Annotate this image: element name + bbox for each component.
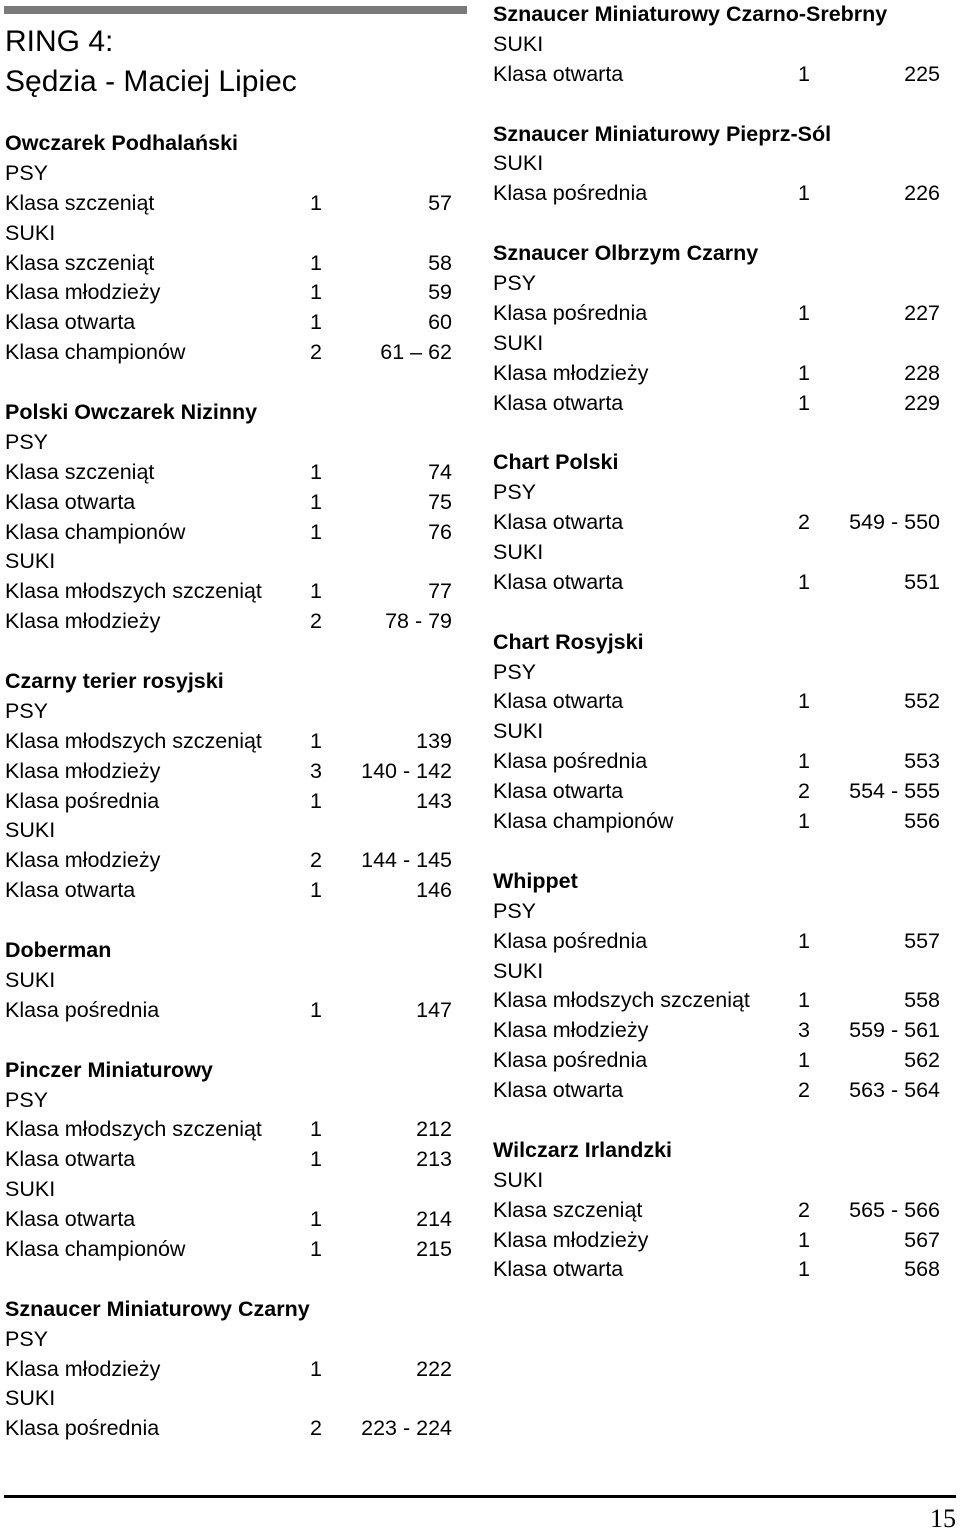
catalog-numbers: 213 xyxy=(416,1147,452,1172)
class-name: Klasa młodszych szczeniąt xyxy=(5,728,262,753)
sex-label: SUKI xyxy=(5,1177,56,1202)
breed-name: Chart Rosyjski xyxy=(493,629,644,654)
catalog-numbers: 147 xyxy=(416,997,452,1022)
class-row xyxy=(493,807,940,837)
breed-section xyxy=(493,1136,940,1285)
entry-count: 3 xyxy=(310,758,322,783)
class-name: Klasa pośrednia xyxy=(5,997,160,1022)
catalog-numbers: 549 - 550 xyxy=(849,510,940,535)
class-name: Klasa otwarta xyxy=(493,390,624,415)
class-row xyxy=(5,996,452,1026)
right-column xyxy=(493,0,940,1315)
sex-label: PSY xyxy=(5,1087,49,1112)
sex-label: PSY xyxy=(493,898,537,923)
breed-name: Doberman xyxy=(5,938,112,963)
breed-name: Sznaucer Miniaturowy Czarno-Srebrny xyxy=(493,2,888,26)
breed-name: Pinczer Miniaturowy xyxy=(5,1057,213,1082)
class-name: Klasa szczeniąt xyxy=(5,190,155,215)
catalog-numbers: 565 - 566 xyxy=(849,1197,940,1222)
entry-count: 1 xyxy=(798,749,810,774)
catalog-numbers: 568 xyxy=(904,1257,940,1282)
breed-section xyxy=(5,398,452,637)
entry-count: 1 xyxy=(310,250,322,275)
catalog-numbers: 74 xyxy=(428,459,452,484)
catalog-numbers: 556 xyxy=(904,809,940,834)
judge-label: Sędzia - Maciej Lipiec xyxy=(5,65,297,98)
left-column xyxy=(5,129,452,1474)
class-name: Klasa pośrednia xyxy=(493,300,648,325)
class-row xyxy=(493,747,940,777)
catalog-numbers: 562 xyxy=(904,1048,940,1073)
class-name: Klasa otwarta xyxy=(493,61,624,86)
catalog-numbers: 551 xyxy=(904,569,940,594)
sex-label: SUKI xyxy=(5,1386,56,1411)
class-name: Klasa młodzieży xyxy=(5,609,161,634)
catalog-numbers: 567 xyxy=(904,1227,940,1252)
catalog-numbers: 146 xyxy=(416,878,452,903)
entry-count: 1 xyxy=(310,997,322,1022)
class-name: Klasa młodzieży xyxy=(5,1356,161,1381)
ring-label: RING 4: xyxy=(5,25,114,58)
breed-name: Owczarek Podhalański xyxy=(5,131,239,155)
breed-name: Sznaucer Miniaturowy Czarny xyxy=(5,1296,310,1321)
class-row xyxy=(493,1016,940,1046)
entry-count: 1 xyxy=(310,728,322,753)
breed-section xyxy=(493,120,940,210)
sex-label: PSY xyxy=(493,271,537,296)
breed-name: Sznaucer Miniaturowy Pieprz-Sól xyxy=(493,121,832,146)
catalog-numbers: 78 - 79 xyxy=(385,609,452,634)
entry-count: 1 xyxy=(310,1147,322,1172)
class-row xyxy=(5,488,452,518)
class-name: Klasa otwarta xyxy=(493,569,624,594)
class-name: Klasa szczeniąt xyxy=(5,250,155,275)
class-row xyxy=(5,1235,452,1265)
class-row xyxy=(493,508,940,538)
entry-count: 1 xyxy=(798,61,810,86)
entry-count: 1 xyxy=(310,579,322,604)
entry-count: 1 xyxy=(310,878,322,903)
class-name: Klasa otwarta xyxy=(493,689,624,714)
sex-label: SUKI xyxy=(5,220,56,245)
class-name: Klasa otwarta xyxy=(493,510,624,535)
class-row xyxy=(5,1115,452,1145)
catalog-numbers: 226 xyxy=(904,181,940,206)
entry-count: 1 xyxy=(310,190,322,215)
entry-count: 1 xyxy=(798,1227,810,1252)
class-row xyxy=(5,1145,452,1175)
entry-count: 3 xyxy=(798,1018,810,1043)
catalog-numbers: 143 xyxy=(416,788,452,813)
entry-count: 2 xyxy=(310,1416,322,1441)
class-row xyxy=(5,308,452,338)
class-row xyxy=(493,299,940,329)
entry-count: 1 xyxy=(310,519,322,544)
class-row xyxy=(5,458,452,488)
sex-label: SUKI xyxy=(5,549,56,574)
catalog-numbers: 57 xyxy=(428,190,452,215)
class-name: Klasa otwarta xyxy=(5,489,136,514)
entry-count: 1 xyxy=(798,1048,810,1073)
class-row xyxy=(5,518,452,548)
breed-section xyxy=(5,667,452,906)
class-row xyxy=(493,986,940,1016)
class-name: Klasa otwarta xyxy=(5,310,136,335)
entry-count: 1 xyxy=(798,300,810,325)
catalog-numbers: 553 xyxy=(904,749,940,774)
class-row xyxy=(5,727,452,757)
catalog-numbers: 559 - 561 xyxy=(849,1018,940,1043)
class-name: Klasa championów xyxy=(5,340,186,365)
catalog-numbers: 77 xyxy=(428,579,452,604)
breed-name: Wilczarz Irlandzki xyxy=(493,1137,673,1162)
entry-count: 2 xyxy=(798,779,810,804)
catalog-numbers: 225 xyxy=(904,61,940,86)
class-row xyxy=(493,359,940,389)
class-row xyxy=(493,1046,940,1076)
class-row xyxy=(5,1414,452,1444)
sex-label: SUKI xyxy=(493,151,544,176)
sex-label: SUKI xyxy=(493,330,544,355)
class-name: Klasa młodszych szczeniąt xyxy=(5,579,262,604)
class-name: Klasa otwarta xyxy=(5,1147,136,1172)
catalog-numbers: 558 xyxy=(904,988,940,1013)
sex-label: SUKI xyxy=(493,540,544,565)
sex-label: SUKI xyxy=(493,31,544,56)
catalog-numbers: 59 xyxy=(428,280,452,305)
catalog-numbers: 227 xyxy=(904,300,940,325)
entry-count: 1 xyxy=(310,1356,322,1381)
entry-count: 1 xyxy=(798,569,810,594)
class-name: Klasa pośrednia xyxy=(493,1048,648,1073)
sex-label: SUKI xyxy=(493,1167,544,1192)
entry-count: 2 xyxy=(798,510,810,535)
entry-count: 1 xyxy=(310,1236,322,1261)
sex-label: PSY xyxy=(5,698,49,723)
class-row xyxy=(5,876,452,906)
entry-count: 1 xyxy=(798,988,810,1013)
catalog-numbers: 60 xyxy=(428,310,452,335)
class-name: Klasa pośrednia xyxy=(493,181,648,206)
breed-section xyxy=(493,628,940,837)
sex-label: PSY xyxy=(5,160,49,185)
breed-section xyxy=(493,0,940,90)
catalog-numbers: 222 xyxy=(416,1356,452,1381)
class-name: Klasa młodzieży xyxy=(493,1018,649,1043)
class-name: Klasa pośrednia xyxy=(5,788,160,813)
class-name: Klasa młodzieży xyxy=(5,758,161,783)
class-row xyxy=(5,338,452,368)
entry-count: 2 xyxy=(310,609,322,634)
class-name: Klasa pośrednia xyxy=(493,928,648,953)
catalog-numbers: 139 xyxy=(416,728,452,753)
class-name: Klasa młodzieży xyxy=(493,360,649,385)
entry-count: 1 xyxy=(798,809,810,834)
class-row xyxy=(493,1196,940,1226)
class-row xyxy=(5,1205,452,1235)
class-row xyxy=(5,757,452,787)
catalog-numbers: 557 xyxy=(904,928,940,953)
breed-section xyxy=(5,936,452,1026)
breed-name: Whippet xyxy=(493,868,578,893)
entry-count: 1 xyxy=(310,1117,322,1142)
footer-rule xyxy=(4,1495,956,1498)
sex-label: PSY xyxy=(493,659,537,684)
class-row xyxy=(5,278,452,308)
entry-count: 1 xyxy=(310,788,322,813)
class-row xyxy=(493,389,940,419)
class-row xyxy=(493,777,940,807)
breed-section xyxy=(5,1295,452,1444)
class-row xyxy=(5,249,452,279)
entry-count: 2 xyxy=(310,848,322,873)
catalog-numbers: 552 xyxy=(904,689,940,714)
breed-section xyxy=(5,1056,452,1265)
class-row xyxy=(5,189,452,219)
breed-section xyxy=(493,867,940,1106)
catalog-numbers: 140 - 142 xyxy=(361,758,452,783)
class-row xyxy=(5,1355,452,1385)
breed-name: Czarny terier rosyjski xyxy=(5,669,224,694)
class-row xyxy=(5,607,452,637)
catalog-numbers: 58 xyxy=(428,250,452,275)
entry-count: 1 xyxy=(798,390,810,415)
class-name: Klasa młodzieży xyxy=(493,1227,649,1252)
class-name: Klasa championów xyxy=(5,519,186,544)
class-name: Klasa otwarta xyxy=(493,1078,624,1103)
class-name: Klasa młodszych szczeniąt xyxy=(493,988,750,1013)
breed-section xyxy=(493,448,940,597)
class-name: Klasa pośrednia xyxy=(5,1416,160,1441)
class-row xyxy=(493,568,940,598)
sex-label: PSY xyxy=(5,1326,49,1351)
catalog-numbers: 212 xyxy=(416,1117,452,1142)
class-row xyxy=(493,687,940,717)
catalog-numbers: 215 xyxy=(416,1236,452,1261)
class-name: Klasa otwarta xyxy=(493,1257,624,1282)
class-row xyxy=(5,787,452,817)
entry-count: 1 xyxy=(310,310,322,335)
sex-label: PSY xyxy=(5,429,49,454)
class-row xyxy=(5,577,452,607)
catalog-numbers: 563 - 564 xyxy=(849,1078,940,1103)
class-name: Klasa młodszych szczeniąt xyxy=(5,1117,262,1142)
breed-name: Chart Polski xyxy=(493,450,619,475)
entry-count: 1 xyxy=(310,489,322,514)
catalog-numbers: 223 - 224 xyxy=(361,1416,452,1441)
catalog-numbers: 229 xyxy=(904,390,940,415)
catalog-numbers: 75 xyxy=(428,489,452,514)
entry-count: 1 xyxy=(798,360,810,385)
class-row xyxy=(5,846,452,876)
class-name: Klasa szczeniąt xyxy=(5,459,155,484)
class-name: Klasa otwarta xyxy=(493,779,624,804)
catalog-numbers: 61 – 62 xyxy=(380,340,452,365)
breed-section xyxy=(5,129,452,368)
entry-count: 1 xyxy=(798,1257,810,1282)
class-name: Klasa młodzieży xyxy=(5,280,161,305)
class-row xyxy=(493,1076,940,1106)
sex-label: PSY xyxy=(493,480,537,505)
class-name: Klasa pośrednia xyxy=(493,749,648,774)
class-row xyxy=(493,1255,940,1285)
page-number: 15 xyxy=(930,1504,956,1533)
breed-name: Sznaucer Olbrzym Czarny xyxy=(493,241,759,266)
entry-count: 1 xyxy=(798,689,810,714)
sex-label: SUKI xyxy=(493,719,544,744)
class-row xyxy=(493,60,940,90)
catalog-numbers: 228 xyxy=(904,360,940,385)
entry-count: 1 xyxy=(798,928,810,953)
catalog-numbers: 554 - 555 xyxy=(849,779,940,804)
class-name: Klasa championów xyxy=(5,1236,186,1261)
class-name: Klasa championów xyxy=(493,809,674,834)
class-row xyxy=(493,927,940,957)
class-name: Klasa szczeniąt xyxy=(493,1197,643,1222)
sex-label: SUKI xyxy=(493,958,544,983)
entry-count: 2 xyxy=(310,340,322,365)
entry-count: 1 xyxy=(798,181,810,206)
top-rule xyxy=(4,6,467,14)
class-name: Klasa otwarta xyxy=(5,1207,136,1232)
entry-count: 2 xyxy=(798,1197,810,1222)
sex-label: SUKI xyxy=(5,967,56,992)
class-name: Klasa młodzieży xyxy=(5,848,161,873)
catalog-numbers: 214 xyxy=(416,1207,452,1232)
catalog-numbers: 144 - 145 xyxy=(361,848,452,873)
entry-count: 2 xyxy=(798,1078,810,1103)
class-row xyxy=(493,179,940,209)
entry-count: 1 xyxy=(310,459,322,484)
ring-title xyxy=(5,22,297,102)
catalog-numbers: 76 xyxy=(428,519,452,544)
breed-name: Polski Owczarek Nizinny xyxy=(5,400,258,425)
entry-count: 1 xyxy=(310,1207,322,1232)
class-row xyxy=(493,1226,940,1256)
sex-label: SUKI xyxy=(5,818,56,843)
entry-count: 1 xyxy=(310,280,322,305)
class-name: Klasa otwarta xyxy=(5,878,136,903)
breed-section xyxy=(493,239,940,418)
